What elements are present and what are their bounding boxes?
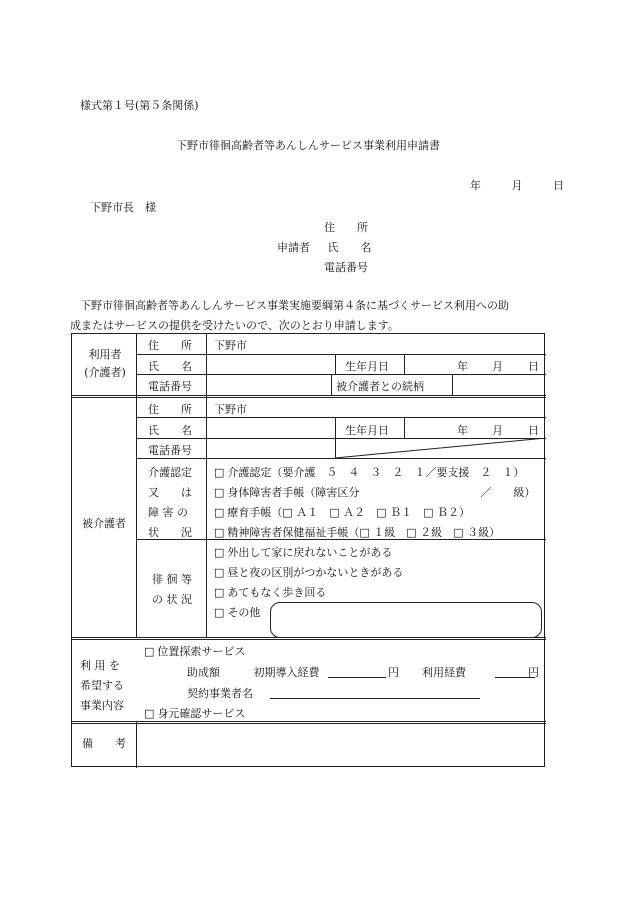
cert-label-line: 障 害 の xyxy=(148,506,188,519)
user-heading-line-2: (介護者) xyxy=(84,366,126,379)
user-phone-field[interactable] xyxy=(212,376,327,392)
service-heading-line: 事業内容 xyxy=(80,699,124,712)
intro-line-2: 成またはサービスの提供を受けたいので、次のとおり申請します。 xyxy=(70,319,399,332)
applicant-label: 申請者 xyxy=(277,241,310,254)
service-heading xyxy=(80,656,124,716)
gps-service-label: 位置探索サービス xyxy=(157,645,246,658)
checkbox-icon[interactable]: □ xyxy=(214,586,225,599)
applicant-name-row xyxy=(277,239,372,255)
id-service-label: 身元確認サービス xyxy=(157,707,246,720)
care-birth-label: 生年月日 xyxy=(345,424,389,437)
care-birth-day: 日 xyxy=(528,424,539,437)
initial-cost-field[interactable] xyxy=(328,665,386,678)
wander-option[interactable] xyxy=(214,563,403,583)
checkbox-icon[interactable]: □ xyxy=(214,566,225,579)
care-birth-month: 月 xyxy=(492,424,503,437)
user-section-heading xyxy=(80,346,130,382)
checkbox-icon[interactable]: □ xyxy=(214,506,225,519)
intro-text xyxy=(70,296,550,336)
wander-option-label: 外出して家に戻れないことがある xyxy=(227,546,393,559)
application-form-table xyxy=(71,333,545,767)
cert-option-label: 介護認定（要介護 ５ ４ ３ ２ １／要支援 ２ １） xyxy=(227,466,525,479)
cert-option-care[interactable] xyxy=(214,463,535,483)
checkbox-icon[interactable]: □ xyxy=(214,526,225,539)
initial-cost-label: 初期導入経費 xyxy=(253,666,320,679)
user-name-field[interactable] xyxy=(212,356,332,372)
cert-label-line: 介護認定 xyxy=(148,466,192,479)
service-heading-line: 希望する xyxy=(80,679,124,692)
checkbox-icon[interactable]: □ xyxy=(144,707,155,720)
cert-options xyxy=(214,463,535,543)
care-address-label: 住 所 xyxy=(148,403,192,416)
user-birth-year: 年 xyxy=(457,360,468,373)
date-day: 日 xyxy=(553,179,564,192)
user-relation-field[interactable] xyxy=(456,376,542,392)
date-month: 月 xyxy=(511,179,523,192)
document-title: 下野市徘徊高齢者等あんしんサービス事業利用申請書 xyxy=(176,139,440,152)
care-name-label: 氏 名 xyxy=(148,424,192,437)
initial-cost-yen: 円 xyxy=(388,666,399,679)
wander-option[interactable] xyxy=(214,583,403,603)
user-birth-day: 日 xyxy=(528,360,539,373)
checkbox-icon[interactable]: □ xyxy=(214,606,225,619)
care-phone-label: 電話番号 xyxy=(148,444,192,457)
subsidy-label: 助成額 xyxy=(187,666,220,679)
intro-line-1: 下野市徘徊高齢者等あんしんサービス事業実施要綱第４条に基づくサービス利用への助 xyxy=(80,299,509,312)
cert-option-label: 身体障害者手帳（障害区分 ／ 級） xyxy=(227,486,536,499)
usage-cost-yen: 円 xyxy=(528,666,539,679)
user-phone-label: 電話番号 xyxy=(148,380,192,393)
checkbox-icon[interactable]: □ xyxy=(144,645,155,658)
cert-option-label: 精神障害者保健福祉手帳（□ １級 □ ２級 □ ３級） xyxy=(227,526,501,539)
wander-label xyxy=(152,570,192,610)
checkbox-icon[interactable]: □ xyxy=(214,466,225,479)
contractor-field[interactable] xyxy=(270,686,480,699)
wander-option-label: 昼と夜の区別がつかないときがある xyxy=(227,566,404,579)
applicant-address-label: 住 所 xyxy=(324,221,368,234)
wander-option-label: その他 xyxy=(227,606,261,619)
care-name-field[interactable] xyxy=(212,420,332,436)
care-phone-field[interactable] xyxy=(212,440,332,456)
wander-option-label: あてもなく歩き回る xyxy=(227,586,327,599)
checkbox-icon[interactable]: □ xyxy=(214,546,225,559)
user-address-label: 住 所 xyxy=(148,339,192,352)
cert-option-label: 療育手帳（□ Ａ１ □ Ａ２ □ Ｂ１ □ Ｂ２） xyxy=(227,506,470,519)
date-year: 年 xyxy=(470,179,481,192)
cert-option-mental[interactable] xyxy=(214,523,535,543)
cert-label-line: 又 は xyxy=(148,486,192,499)
other-details-field[interactable] xyxy=(270,602,542,638)
checkbox-icon[interactable]: □ xyxy=(214,486,225,499)
id-service-option[interactable] xyxy=(144,705,245,721)
cert-label-line: 状 況 xyxy=(148,526,192,539)
wander-label-line-1: 徘 徊 等 xyxy=(152,573,192,586)
contractor-label: 契約事業者名 xyxy=(187,687,253,700)
service-heading-line: 利 用 を xyxy=(80,659,120,672)
user-birth-label: 生年月日 xyxy=(345,360,389,373)
remarks-label: 備 考 xyxy=(82,737,126,750)
user-relation-label: 被介護者との続柄 xyxy=(336,380,424,393)
date-line xyxy=(470,177,564,193)
applicant-phone-label: 電話番号 xyxy=(324,261,368,274)
user-birth-month: 月 xyxy=(492,360,503,373)
cert-option-rehab[interactable] xyxy=(214,503,535,523)
gps-service-option[interactable] xyxy=(144,643,245,659)
remarks-field[interactable] xyxy=(140,725,540,763)
care-birth-year: 年 xyxy=(457,424,468,437)
cert-option-physical[interactable] xyxy=(214,483,535,503)
usage-cost-label: 利用経費 xyxy=(422,666,466,679)
addressee: 下野市長 様 xyxy=(90,201,156,214)
form-number: 様式第１号(第５条関係) xyxy=(80,99,199,112)
care-address-value[interactable]: 下野市 xyxy=(214,403,247,416)
wander-label-line-2: の 状 況 xyxy=(152,593,192,606)
subsidy-row xyxy=(187,664,320,680)
diagonal-slash xyxy=(335,438,546,458)
care-section-heading: 被介護者 xyxy=(82,517,126,530)
applicant-name-label: 氏 名 xyxy=(327,241,372,254)
user-name-label: 氏 名 xyxy=(148,360,192,373)
user-heading-line-1: 利用者 xyxy=(88,348,122,361)
wander-option[interactable] xyxy=(214,543,403,563)
cert-label xyxy=(148,463,192,543)
user-address-value[interactable]: 下野市 xyxy=(214,339,247,352)
